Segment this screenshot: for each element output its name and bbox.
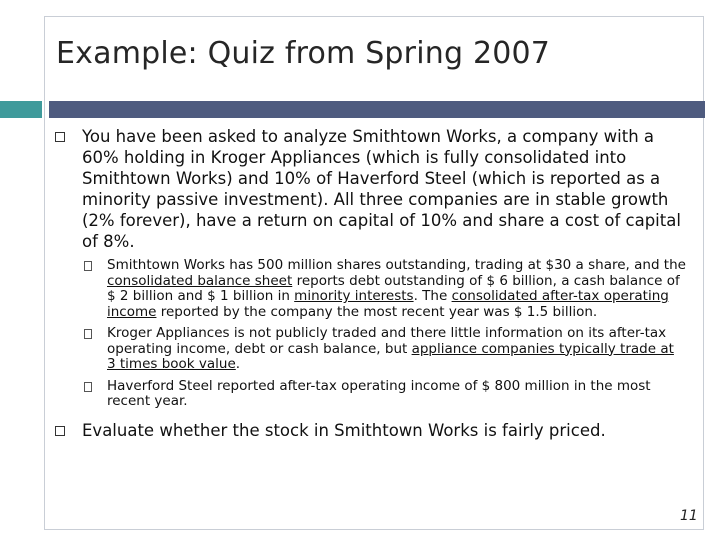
underlined-term: consolidated balance sheet xyxy=(107,272,293,289)
sub-bullet-haverford xyxy=(54,379,690,410)
underlined-term: appliance companies typically trade at 3 times book value xyxy=(107,340,674,372)
sub-bullet-kroger xyxy=(54,326,690,373)
bullet-task xyxy=(54,420,690,441)
slide-title: Example: Quiz from Spring 2007 xyxy=(56,36,551,71)
bullet-scenario xyxy=(54,126,690,252)
sub-bullet-list xyxy=(54,258,690,410)
scenario-text: You have been asked to analyze Smithtown Works, a company with a 60% holding in Kroger Appliances (which is fully consolidated into Smithtown Works) and 10% of Haverford Steel (which is reported as a minority passive investment). All three companies are in stable growth (2% forever), have a return on capital of 10% and share a cost of capital of 8%. xyxy=(82,127,681,251)
accent-bar-right xyxy=(49,101,705,118)
underlined-term: minority interests xyxy=(294,288,414,304)
task-text: Evaluate whether the stock in Smithtown Works is fairly priced. xyxy=(82,420,606,440)
square-bullet-icon xyxy=(55,426,65,436)
page-number: 11 xyxy=(680,508,698,524)
sub-text: Kroger Appliances is not publicly traded and there little information on its after-tax operating income, debt or cash balance, but xyxy=(107,325,667,357)
underlined-term: consolidated after-tax operating income xyxy=(107,288,669,320)
square-bullet-icon xyxy=(84,382,92,392)
accent-bar-left xyxy=(0,101,42,118)
sub-text: . The xyxy=(413,288,452,304)
square-bullet-icon xyxy=(55,132,65,142)
square-bullet-icon xyxy=(84,261,92,271)
square-bullet-icon xyxy=(84,329,92,339)
sub-text: . xyxy=(235,356,241,372)
sub-text: reports debt outstanding of $ 6 billion, a cash balance of $ 2 billion and $ 1 billion in xyxy=(107,272,680,304)
slide-content xyxy=(54,126,690,441)
sub-bullet-smithtown xyxy=(54,258,690,320)
sub-text: reported by the company the most recent year was $ 1.5 billion. xyxy=(156,303,598,320)
sub-text: Haverford Steel reported after-tax operating income of $ 800 million in the most recent year. xyxy=(107,377,651,409)
sub-text: Smithtown Works has 500 million shares outstanding, trading at $30 a share, and the xyxy=(107,257,686,273)
